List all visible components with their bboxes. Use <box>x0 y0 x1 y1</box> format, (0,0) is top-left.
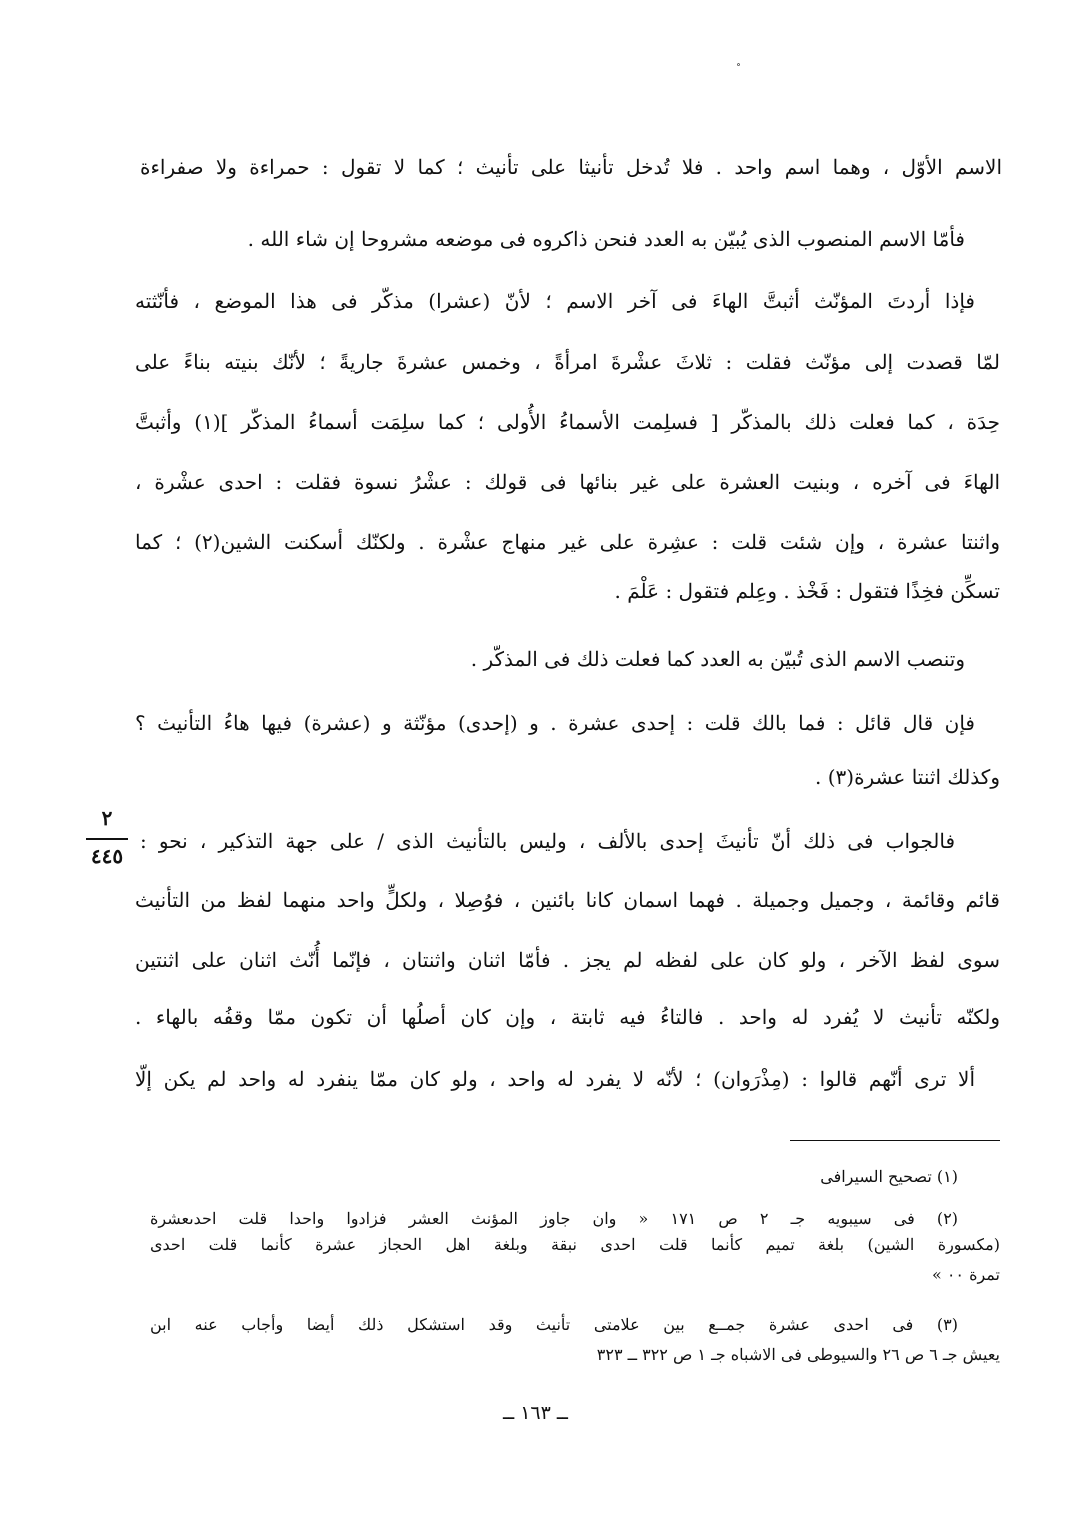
body-line-14: سوى لفظ الآخر ، ولو كان على لفظه لم يجز . فأمّا اثنان واثنتان ، فإنّما أُنّث اثنان على اثنتين <box>135 948 1000 972</box>
footnote-3-line-1: (٣) فى احدى عشرة جمــع بين علامتى تأنيث وقد استشكل ذلك أيضا وأجاب عنه ابن <box>150 1315 958 1334</box>
footnote-separator <box>790 1140 1000 1141</box>
page-number: ــ ١٦٣ ــ <box>503 1402 568 1424</box>
body-line-16: ألا ترى أنّهم قالوا : (مِذْرَوان) ؛ لأنّه لا يفرد له واحد ، ولو كان ممّا ينفرد له واحد لم يكن إلّا <box>135 1067 975 1091</box>
body-line-6: الهاءَ فى آخره ، وبنيت العشرة على غير بنائها فى قولك : عشْرُ نسوة فقلت : احدى عشْرة ، <box>135 470 1000 494</box>
body-line-15: ولكنّه تأنيث لا يُفرد له واحد . فالتاءُ فيه ثابتة ، وإن كان أصلُها أن تكون ممّا وقفُه بالهاء . <box>135 1005 1001 1029</box>
footnote-1: (١) تصحيح السيرافى <box>820 1167 958 1186</box>
body-line-11: وكذلك اثنتا عشرة(٣) . <box>814 765 1000 789</box>
body-line-10: فإن قال قائل : فما بالك قلت : إحدى عشرة . و (إحدى) مؤنّثة و (عشرة) فيها هاءُ التأنيث ؟ <box>135 711 975 735</box>
body-line-4: لمّا قصدت إلى مؤنّث فقلت : ثلاثَ عشْرةَ امرأةً ، وخمس عشرةَ جاريةً ؛ لأنّك بنيته بناءً على <box>135 350 1000 374</box>
footnote-3-line-2: يعيش جـ ٦ ص ٢٦ والسيوطى فى الاشباه جـ ١ ص ٣٢٢ ــ ٣٢٣ <box>596 1345 1000 1364</box>
margin-ref-divider <box>86 838 128 840</box>
body-line-7: واثنتا عشرة ، وإن شئت قلت : عشِرة على غير منهاج عشْرة . ولكنّك أسكنت الشين(٢) ؛ كما <box>135 530 1000 554</box>
margin-ref-volume: ٢ <box>101 806 113 830</box>
body-line-9: وتنصب الاسم الذى تُبيّن به العدد كما فعلت ذلك فى المذكّر . <box>470 647 965 671</box>
body-line-8: تسكِّن فخِذًا فتقول : فَخْذ . وعِلم فتقول : عَلْمَ . <box>614 579 1000 603</box>
footnote-2-line-3: تمرة ٠٠ » <box>931 1265 1000 1284</box>
margin-ref-page: ٤٤٥ <box>90 844 124 868</box>
page-mark <box>736 64 742 70</box>
body-line-2: فأمّا الاسم المنصوب الذى يُبيّن به العدد فنحن ذاكروه فى موضعه مشروحا إن شاء الله . <box>247 227 965 251</box>
body-line-1: الاسم الأوّل ، وهما اسم واحد . فلا تُدخل تأنيثا على تأنيث ؛ كما لا تقول : حمراءة ولا صفراءة <box>140 155 1002 179</box>
body-line-12: فالجواب فى ذلك أنّ تأنيثَ إحدى بالألف ، وليس بالتأنيث الذى / على جهة التذكير ، نحو : <box>140 829 955 853</box>
footnote-2-line-1: (٢) فى سيبويه جـ ٢ ص ١٧١ « وان جاوز المؤنث العشر فزادوا واحدا قلت احدىعشرة <box>150 1209 959 1228</box>
footnote-2-line-2: (مكسورة الشين) بلغة تميم كأنما قلت احدى نبقة وبلغة اهل الحجاز عشرة كأنما قلت احدى <box>150 1235 1000 1254</box>
body-line-13: قائم وقائمة ، وجميل وجميلة . فهما اسمان كانا بائنين ، فوُصِلا ، ولكلٍّ واحد منهما لفظ من التأنيث <box>135 888 1000 912</box>
body-line-5: حِدَة ، كما فعلت ذلك بالمذكّر [ فسلِمت الأسماءُ الأُولى ؛ كما سلِمَت أسماءُ المذكّر ](١) وأثبتَّ <box>135 410 1000 434</box>
body-line-3: فإذا أردتَ المؤنّث أثبتَّ الهاءَ فى آخر الاسم ؛ لأنّ (عشرا) مذكّر فى هذا الموضع ، فأنّثته <box>135 289 975 313</box>
